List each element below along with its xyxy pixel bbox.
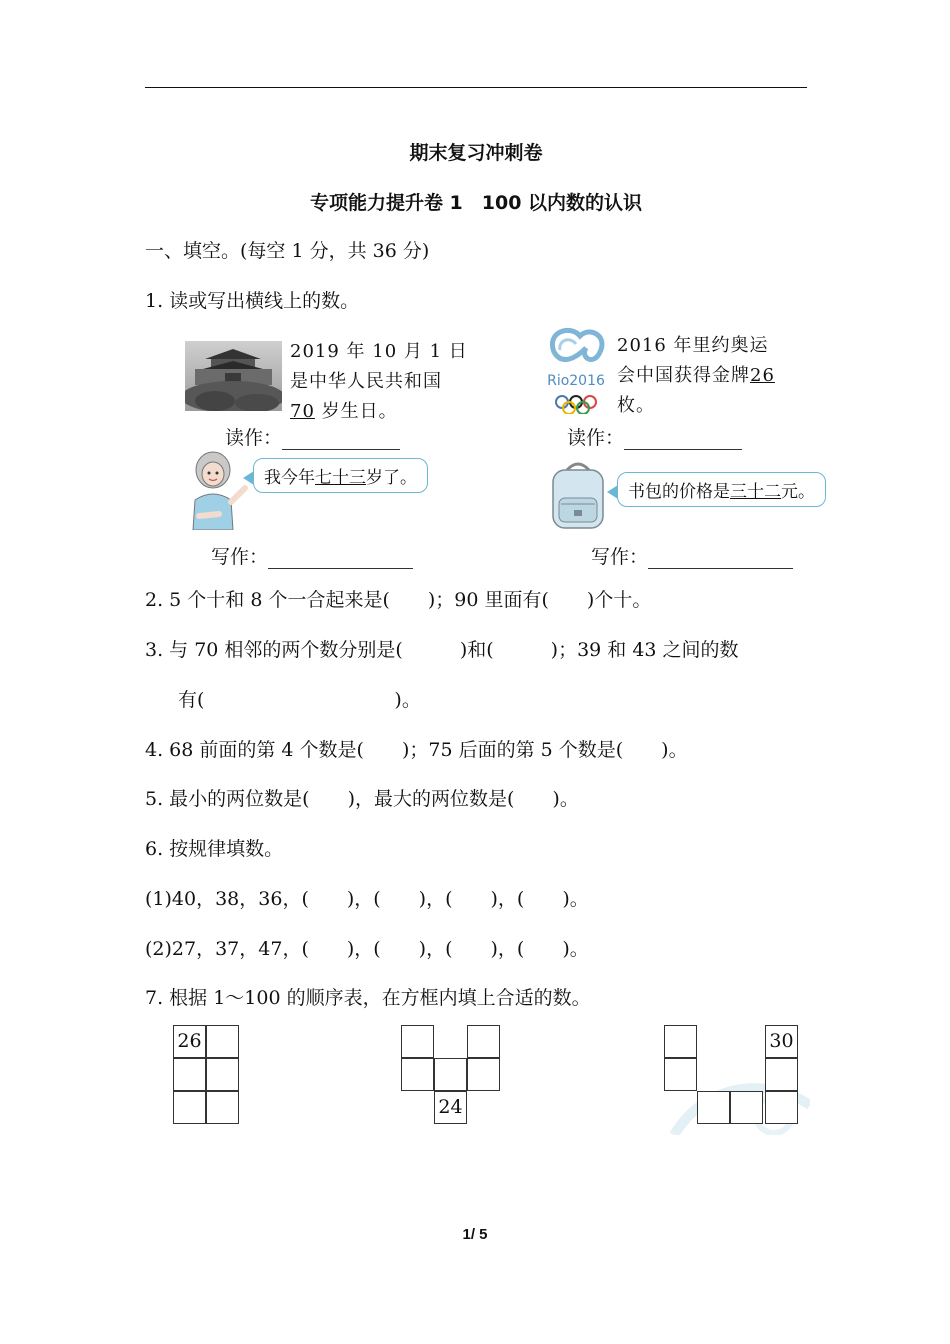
write-label: 写作： <box>211 546 269 568</box>
sub-title: 专项能力提升卷 1 100 以内数的认识 <box>309 192 643 214</box>
question-3-line-2: 有( )。 <box>178 689 421 711</box>
question-6-part-1: (1)40，38，36，( )，( )，( )，( )。 <box>145 888 589 910</box>
grid-cell-blank[interactable] <box>401 1058 434 1091</box>
bag-speech-text: 书包的价格是三十二元。 <box>628 482 815 502</box>
page-number: 1/ 5 <box>462 1226 488 1243</box>
girl-speech-text: 我今年七十三岁了。 <box>264 468 417 488</box>
question-6: 6. 按规律填数。 <box>145 838 284 860</box>
question-6-part-2: (2)27，37，47，( )，( )，( )，( )。 <box>145 938 589 960</box>
section-heading: 一、填空。(每空 1 分，共 36 分) <box>145 240 430 262</box>
grid-cell-blank[interactable] <box>206 1091 239 1124</box>
grid-cell: 26 <box>173 1025 206 1058</box>
write-as-left <box>211 542 413 569</box>
write-as-right <box>591 542 793 569</box>
question-7: 7. 根据 1～100 的顺序表，在方框内填上合适的数。 <box>145 987 591 1009</box>
question-1: 1. 读或写出横线上的数。 <box>145 290 360 312</box>
read-as-left <box>225 423 400 450</box>
girl-speech-bubble <box>253 458 428 493</box>
rio-2016-logo <box>540 322 612 414</box>
number-grid-1 <box>173 1025 241 1126</box>
grid-cell-blank[interactable] <box>467 1058 500 1091</box>
number-grid-3 <box>664 1025 799 1126</box>
left-caption-line: 70 岁生日。 <box>290 401 398 422</box>
girl-illustration <box>189 450 251 530</box>
grid-cell-blank[interactable] <box>730 1091 763 1124</box>
answer-blank[interactable] <box>268 550 413 569</box>
main-title: 期末复习冲刺卷 <box>409 142 543 164</box>
right-caption <box>617 331 775 421</box>
grid-cell: 30 <box>765 1025 798 1058</box>
write-label: 写作： <box>591 546 649 568</box>
header-rule <box>145 87 807 88</box>
bubble-tail <box>607 485 618 499</box>
left-caption <box>290 337 468 427</box>
right-caption-line: 2016 年里约奥运 <box>617 335 769 356</box>
question-5: 5. 最小的两位数是( )，最大的两位数是( )。 <box>145 788 579 810</box>
question-3-line-1: 3. 与 70 相邻的两个数分别是( )和( )；39 和 43 之间的数 <box>145 639 739 661</box>
grid-cell-blank[interactable] <box>206 1058 239 1091</box>
number-grid-2 <box>401 1025 502 1126</box>
tiananmen-photo <box>185 341 282 411</box>
grid-cell-blank[interactable] <box>173 1058 206 1091</box>
backpack-illustration <box>545 460 611 532</box>
answer-blank[interactable] <box>648 550 793 569</box>
grid-cell-blank[interactable] <box>173 1091 206 1124</box>
grid-cell-blank[interactable] <box>697 1091 730 1124</box>
grid-cell-blank[interactable] <box>401 1025 434 1058</box>
grid-cell-blank[interactable] <box>765 1091 798 1124</box>
left-caption-line: 2019 年 10 月 1 日 <box>290 341 468 362</box>
grid-cell-blank[interactable] <box>765 1058 798 1091</box>
read-as-right <box>567 423 742 450</box>
grid-cell-blank[interactable] <box>467 1025 500 1058</box>
grid-cell: 24 <box>434 1091 467 1124</box>
bag-speech-bubble <box>617 472 826 507</box>
answer-blank[interactable] <box>282 431 400 450</box>
question-2: 2. 5 个十和 8 个一合起来是( )；90 里面有( )个十。 <box>145 589 652 611</box>
right-caption-line: 枚。 <box>617 395 655 416</box>
right-caption-line: 会中国获得金牌26 <box>617 365 775 386</box>
question-4: 4. 68 前面的第 4 个数是( )；75 后面的第 5 个数是( )。 <box>145 739 688 761</box>
answer-blank[interactable] <box>624 431 742 450</box>
grid-cell-blank[interactable] <box>664 1025 697 1058</box>
bubble-tail <box>243 471 254 485</box>
read-label: 读作： <box>225 427 283 449</box>
left-caption-line: 是中华人民共和国 <box>290 371 442 392</box>
read-label: 读作： <box>567 427 625 449</box>
grid-cell-blank[interactable] <box>434 1058 467 1091</box>
rio-logo-text: Rio2016 <box>547 373 605 389</box>
grid-cell-blank[interactable] <box>664 1058 697 1091</box>
grid-cell-blank[interactable] <box>206 1025 239 1058</box>
